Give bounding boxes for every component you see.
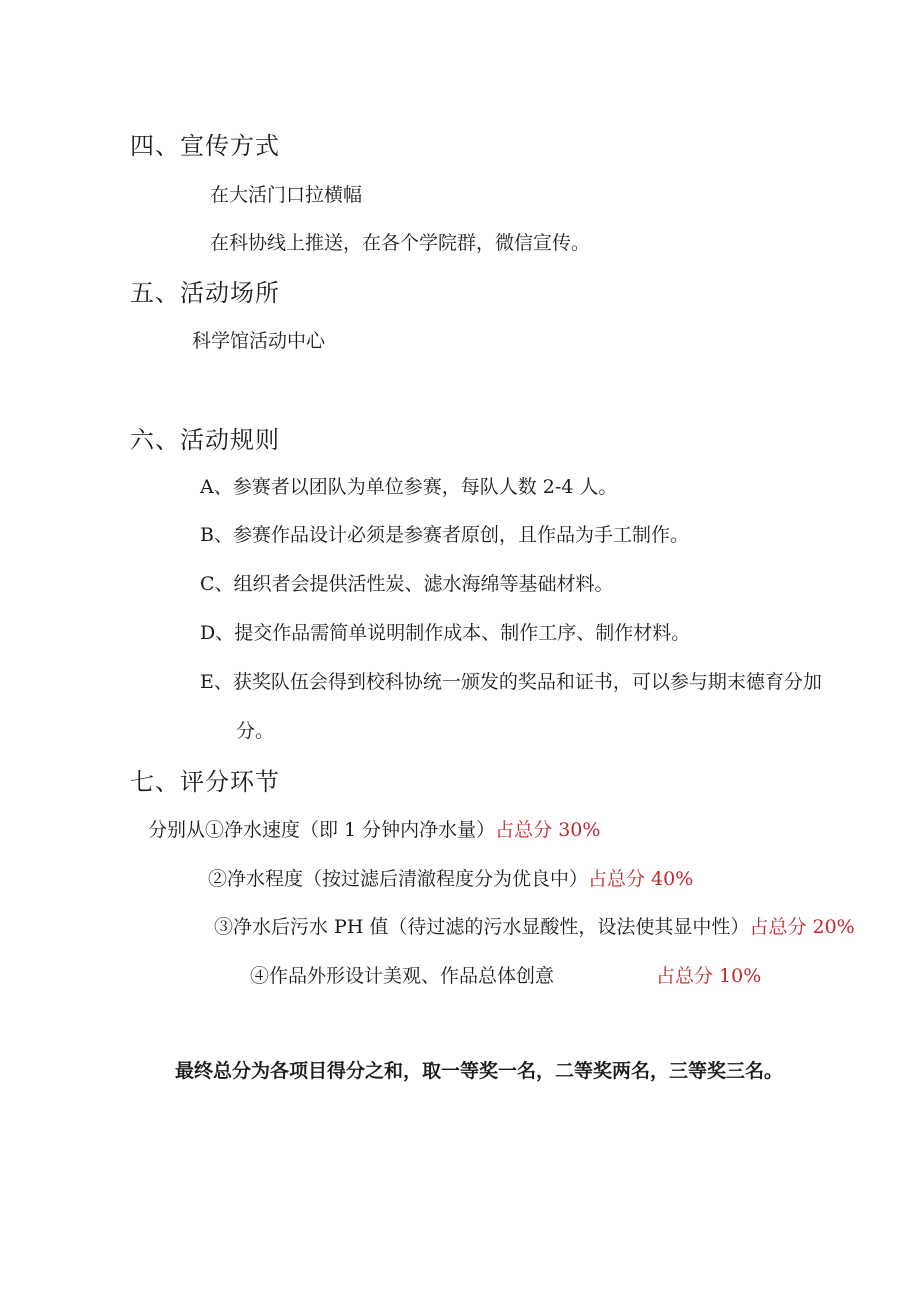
- score-weight: 占总分 40%: [588, 868, 694, 890]
- rule-item: [200, 618, 690, 645]
- rule-continuation: 分。: [236, 720, 275, 742]
- rule-item: [200, 667, 822, 694]
- rule-text: 参赛者以团队为单位参赛，每队人数 2-4 人。: [232, 476, 618, 498]
- paragraph-line: 在科协线上推送，在各个学院群，微信宣传。: [210, 232, 591, 254]
- rule-text: 参赛作品设计必须是参赛者原创，且作品为手工制作。: [232, 524, 689, 546]
- section-heading-6: 六、活动规则: [130, 426, 280, 454]
- score-weight: 占总分 30%: [495, 819, 601, 841]
- score-criterion: ③净水后污水 PH 值（待过滤的污水显酸性，设法使其显中性）: [214, 916, 750, 938]
- conclusion-text: 最终总分为各项目得分之和，取一等奖一名，二等奖两名，三等奖三名。: [175, 1060, 784, 1082]
- score-item: [148, 815, 600, 842]
- score-item: [250, 961, 554, 988]
- score-criterion: ②净水程度（按过滤后清澈程度分为优良中）: [208, 868, 589, 890]
- rule-letter: B、: [200, 524, 233, 546]
- section-heading-5: 五、活动场所: [130, 279, 280, 307]
- rule-letter: A、: [200, 476, 233, 498]
- score-weight: 占总分 20%: [749, 916, 855, 938]
- score-criterion: ④作品外形设计美观、作品总体创意: [250, 965, 555, 987]
- score-criterion: 分别从①净水速度（即 1 分钟内净水量）: [148, 819, 496, 841]
- rule-letter: C、: [200, 573, 234, 595]
- rule-item: [200, 569, 614, 596]
- score-weight: 占总分 10%: [656, 965, 762, 987]
- rule-text: 组织者会提供活性炭、滤水海绵等基础材料。: [233, 573, 614, 595]
- rule-item: [200, 472, 617, 499]
- paragraph-line: 在大活门口拉横幅: [210, 184, 363, 206]
- rule-letter: D、: [200, 622, 235, 644]
- rule-text: 获奖队伍会得到校科协统一颁发的奖品和证书，可以参与期末德育分加: [232, 671, 822, 693]
- score-item: [214, 912, 855, 939]
- section-heading-4: 四、宣传方式: [130, 132, 280, 160]
- rule-item: [200, 520, 689, 547]
- section-heading-7: 七、评分环节: [130, 768, 280, 796]
- paragraph-line: 科学馆活动中心: [192, 330, 326, 352]
- score-item: [208, 864, 693, 891]
- rule-text: 提交作品需简单说明制作成本、制作工序、制作材料。: [234, 622, 691, 644]
- rule-letter: E、: [200, 671, 233, 693]
